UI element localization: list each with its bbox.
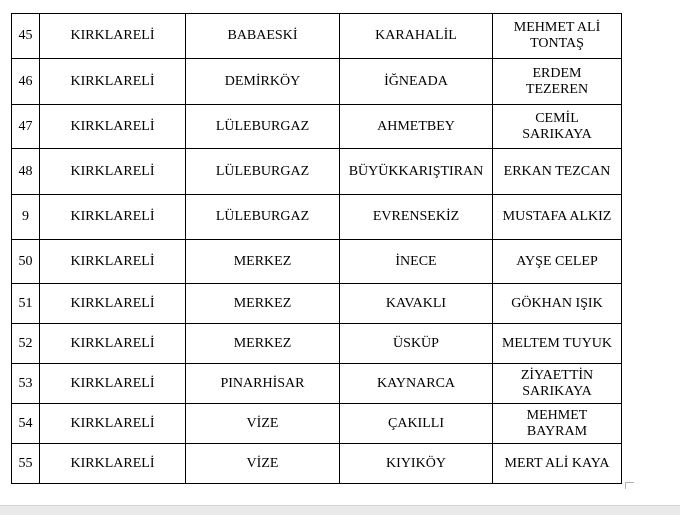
- district-cell: VİZE: [186, 444, 340, 484]
- name-line: MUSTAFA ALKIZ: [502, 209, 612, 224]
- name-line: ERKAN TEZCAN: [503, 163, 611, 179]
- table-row: [12, 195, 622, 240]
- name-line: CEMİL: [535, 110, 579, 126]
- name-line: ZİYAETTİN: [520, 367, 594, 383]
- name-cell: [493, 240, 622, 284]
- table-row: [12, 105, 622, 149]
- name-cell: [493, 105, 622, 149]
- name-line: TONTAŞ: [530, 36, 584, 51]
- table-row: [12, 240, 622, 284]
- name-cell: [493, 284, 622, 324]
- name-line: GÖKHAN IŞIK: [511, 295, 603, 311]
- row-number-cell: 50: [12, 240, 40, 284]
- row-number-cell: 45: [12, 14, 40, 59]
- text-boundary-mark: [625, 482, 634, 489]
- district-cell: PINARHİSAR: [186, 364, 340, 404]
- district-cell: LÜLEBURGAZ: [186, 105, 340, 149]
- village-cell: EVRENSEKİZ: [340, 195, 493, 240]
- province-cell: KIRKLARELİ: [40, 284, 186, 324]
- name-line: ERDEM: [532, 65, 582, 81]
- name-cell: [493, 14, 622, 59]
- name-line: MELTEM TUYUK: [501, 335, 613, 351]
- district-cell: BABAESKİ: [186, 14, 340, 59]
- province-cell: KIRKLARELİ: [40, 149, 186, 195]
- row-number-cell: 9: [12, 195, 40, 240]
- table-row: [12, 59, 622, 105]
- row-number-cell: 54: [12, 404, 40, 444]
- province-cell: KIRKLARELİ: [40, 240, 186, 284]
- district-cell: MERKEZ: [186, 284, 340, 324]
- name-cell: [493, 149, 622, 195]
- name-line: SARIKAYA: [522, 383, 592, 399]
- province-cell: KIRKLARELİ: [40, 404, 186, 444]
- district-cell: MERKEZ: [186, 240, 340, 284]
- table-row: [12, 444, 622, 484]
- name-cell: [493, 195, 622, 240]
- table-row: [12, 149, 622, 195]
- name-cell: [493, 444, 622, 484]
- table-body: [12, 14, 622, 484]
- table-row: [12, 364, 622, 404]
- province-cell: KIRKLARELİ: [40, 324, 186, 364]
- province-cell: KIRKLARELİ: [40, 14, 186, 59]
- province-cell: KIRKLARELİ: [40, 364, 186, 404]
- village-cell: KARAHALİL: [340, 14, 493, 59]
- district-cell: DEMİRKÖY: [186, 59, 340, 105]
- village-cell: İĞNEADA: [340, 59, 493, 105]
- district-cell: VİZE: [186, 404, 340, 444]
- province-cell: KIRKLARELİ: [40, 195, 186, 240]
- name-line: MEHMET ALİ: [513, 20, 601, 35]
- row-number-cell: 53: [12, 364, 40, 404]
- name-line: TEZEREN: [525, 81, 589, 97]
- village-cell: KIYIKÖY: [340, 444, 493, 484]
- name-cell: [493, 364, 622, 404]
- village-cell: KAVAKLI: [340, 284, 493, 324]
- name-line: AYŞE CELEP: [516, 253, 598, 269]
- district-cell: LÜLEBURGAZ: [186, 195, 340, 240]
- row-number-cell: 47: [12, 105, 40, 149]
- row-number-cell: 46: [12, 59, 40, 105]
- name-line: SARIKAYA: [522, 126, 592, 142]
- row-number-cell: 55: [12, 444, 40, 484]
- village-cell: BÜYÜKKARIŞTIRAN: [340, 149, 493, 195]
- name-cell: [493, 59, 622, 105]
- district-cell: MERKEZ: [186, 324, 340, 364]
- name-cell: [493, 324, 622, 364]
- village-cell: ÜSKÜP: [340, 324, 493, 364]
- table-row: [12, 324, 622, 364]
- name-line: MERT ALİ KAYA: [504, 455, 610, 471]
- row-number-cell: 48: [12, 149, 40, 195]
- name-cell: [493, 404, 622, 444]
- name-line: MEHMET: [526, 407, 588, 423]
- village-cell: İNECE: [340, 240, 493, 284]
- district-cell: LÜLEBURGAZ: [186, 149, 340, 195]
- name-line: BAYRAM: [526, 423, 588, 439]
- village-cell: AHMETBEY: [340, 105, 493, 149]
- village-cell: ÇAKILLI: [340, 404, 493, 444]
- row-number-cell: 51: [12, 284, 40, 324]
- document-table: [11, 13, 622, 484]
- table-row: [12, 404, 622, 444]
- row-number-cell: 52: [12, 324, 40, 364]
- table-row: [12, 14, 622, 59]
- table-row: [12, 284, 622, 324]
- province-cell: KIRKLARELİ: [40, 444, 186, 484]
- province-cell: KIRKLARELİ: [40, 59, 186, 105]
- village-cell: KAYNARCA: [340, 364, 493, 404]
- province-cell: KIRKLARELİ: [40, 105, 186, 149]
